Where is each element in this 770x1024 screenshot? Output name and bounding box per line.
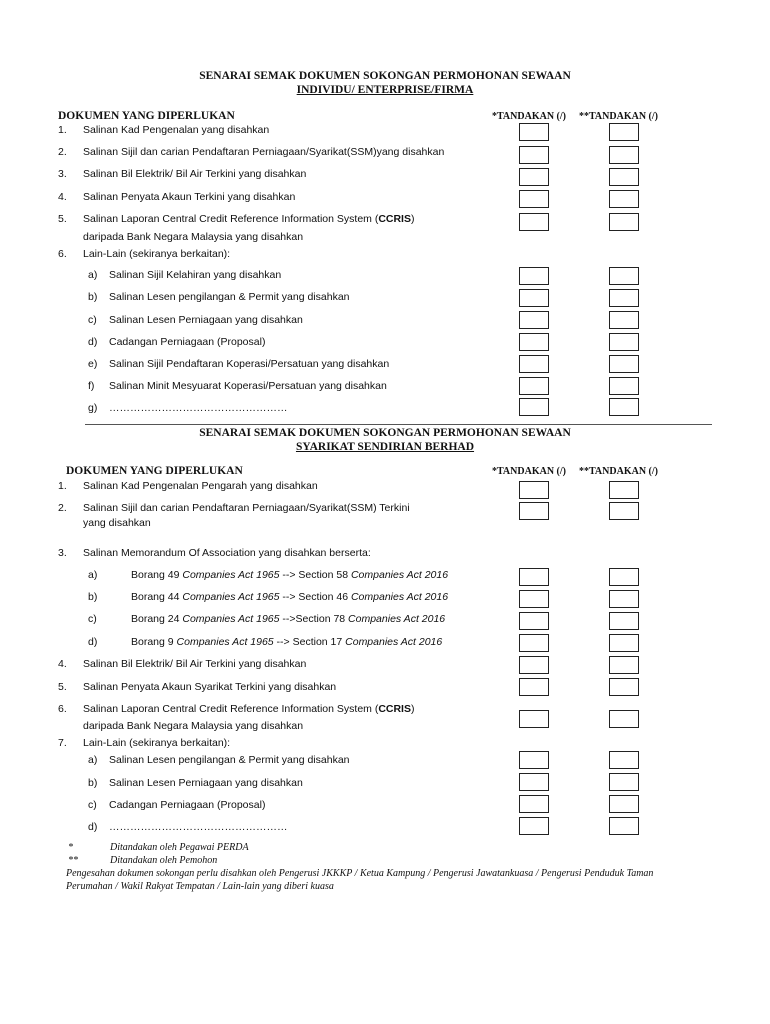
s1-sub-letter: e) xyxy=(88,358,98,370)
officer-checkbox[interactable] xyxy=(519,481,549,499)
applicant-checkbox[interactable] xyxy=(609,590,639,608)
applicant-checkbox[interactable] xyxy=(609,612,639,630)
applicant-checkbox[interactable] xyxy=(609,190,639,208)
officer-checkbox[interactable] xyxy=(519,568,549,586)
section2-subtitle: SYARIKAT SENDIRIAN BERHAD xyxy=(295,441,475,453)
s2-item-text: Salinan Sijil dan carian Pendaftaran Perniagaan/Syarikat(SSM) Terkini xyxy=(83,502,410,514)
officer-checkbox[interactable] xyxy=(519,146,549,164)
s1-item-text-cont: daripada Bank Negara Malaysia yang disahkan xyxy=(83,231,304,243)
s2-sub-letter: b) xyxy=(88,777,98,789)
section1-col-applicant: **TANDAKAN (/) xyxy=(579,111,658,122)
applicant-checkbox[interactable] xyxy=(609,678,639,696)
s2-sub-text: Salinan Lesen Perniagaan yang disahkan xyxy=(109,777,303,789)
s2-item-number: 5. xyxy=(58,681,67,693)
s2-item-number: 7. xyxy=(58,737,67,749)
s2-item-text-cont: yang disahkan xyxy=(83,517,151,529)
applicant-checkbox[interactable] xyxy=(609,817,639,835)
note-marker: * xyxy=(68,842,73,853)
section1-title: SENARAI SEMAK DOKUMEN SOKONGAN PERMOHONAN SEWAAN xyxy=(199,70,571,82)
applicant-checkbox[interactable] xyxy=(609,656,639,674)
section1-subtitle: INDIVIDU/ ENTERPRISE/FIRMA xyxy=(296,84,474,96)
officer-checkbox[interactable] xyxy=(519,751,549,769)
s2-sub-letter: a) xyxy=(88,754,98,766)
officer-checkbox[interactable] xyxy=(519,710,549,728)
s2-sub-text: …………………………………………… xyxy=(109,821,288,833)
s1-item-text: Salinan Laporan Central Credit Reference Information System (CCRIS) xyxy=(83,213,415,225)
s2-sub-text: Cadangan Perniagaan (Proposal) xyxy=(109,799,266,811)
section2-col-applicant: **TANDAKAN (/) xyxy=(579,466,658,477)
s2-item-number: 4. xyxy=(58,658,67,670)
s1-sub-text: Salinan Lesen pengilangan & Permit yang disahkan xyxy=(109,291,350,303)
section-divider xyxy=(85,424,712,425)
s1-item-text: Salinan Bil Elektrik/ Bil Air Terkini yang disahkan xyxy=(83,168,307,180)
s2-item-text: Lain-Lain (sekiranya berkaitan): xyxy=(83,737,231,749)
section2-header: DOKUMEN YANG DIPERLUKAN xyxy=(66,465,243,477)
applicant-checkbox[interactable] xyxy=(609,355,639,373)
borang-letter: b) xyxy=(88,591,98,603)
s2-item-text: Salinan Penyata Akaun Syarikat Terkini yang disahkan xyxy=(83,681,337,693)
applicant-checkbox[interactable] xyxy=(609,481,639,499)
officer-checkbox[interactable] xyxy=(519,590,549,608)
applicant-checkbox[interactable] xyxy=(609,751,639,769)
applicant-checkbox[interactable] xyxy=(609,213,639,231)
applicant-checkbox[interactable] xyxy=(609,710,639,728)
s1-sub-text: Salinan Sijil Kelahiran yang disahkan xyxy=(109,269,282,281)
applicant-checkbox[interactable] xyxy=(609,146,639,164)
officer-checkbox[interactable] xyxy=(519,612,549,630)
applicant-checkbox[interactable] xyxy=(609,168,639,186)
s1-item-number: 3. xyxy=(58,168,67,180)
s2-item-number: 6. xyxy=(58,703,67,715)
s2-item-number: 1. xyxy=(58,480,67,492)
section1-header: DOKUMEN YANG DIPERLUKAN xyxy=(58,110,235,122)
officer-checkbox[interactable] xyxy=(519,289,549,307)
officer-checkbox[interactable] xyxy=(519,311,549,329)
officer-checkbox[interactable] xyxy=(519,795,549,813)
s1-item-text: Salinan Kad Pengenalan yang disahkan xyxy=(83,124,270,136)
borang-letter: a) xyxy=(88,569,98,581)
s2-sub-letter: d) xyxy=(88,821,98,833)
applicant-checkbox[interactable] xyxy=(609,123,639,141)
s2-item-text: Salinan Laporan Central Credit Reference Information System (CCRIS) xyxy=(83,703,415,715)
s1-sub-text: Salinan Sijil Pendaftaran Koperasi/Persatuan yang disahkan xyxy=(109,358,390,370)
section2-title: SENARAI SEMAK DOKUMEN SOKONGAN PERMOHONAN SEWAAN xyxy=(199,427,571,439)
officer-checkbox[interactable] xyxy=(519,190,549,208)
section1-col-officer: *TANDAKAN (/) xyxy=(492,111,566,122)
s1-sub-letter: f) xyxy=(88,380,95,392)
s1-item-number: 2. xyxy=(58,146,67,158)
s2-item-text: Salinan Kad Pengenalan Pengarah yang disahkan xyxy=(83,480,318,492)
applicant-checkbox[interactable] xyxy=(609,634,639,652)
borang-text: Borang 44 Companies Act 1965 --> Section 46 Companies Act 2016 xyxy=(131,591,449,603)
s2-sub-letter: c) xyxy=(88,799,97,811)
borang-letter: c) xyxy=(88,613,97,625)
s1-sub-text: Cadangan Perniagaan (Proposal) xyxy=(109,336,266,348)
s1-sub-letter: c) xyxy=(88,314,97,326)
applicant-checkbox[interactable] xyxy=(609,795,639,813)
applicant-checkbox[interactable] xyxy=(609,289,639,307)
note-verification-line1: Pengesahan dokumen sokongan perlu disahkan oleh Pengerusi JKKKP / Ketua Kampung / Pengerusi Jawatankuasa / Pengerusi Penduduk Taman xyxy=(66,868,654,879)
officer-checkbox[interactable] xyxy=(519,123,549,141)
s1-sub-letter: b) xyxy=(88,291,98,303)
s1-sub-letter: a) xyxy=(88,269,98,281)
s1-item-text: Lain-Lain (sekiranya berkaitan): xyxy=(83,248,231,260)
s2-item-text-cont: daripada Bank Negara Malaysia yang disahkan xyxy=(83,720,304,732)
s1-item-number: 1. xyxy=(58,124,67,136)
s1-sub-text: …………………………………………… xyxy=(109,402,288,414)
s2-item-text: Salinan Memorandum Of Association yang disahkan berserta: xyxy=(83,547,371,559)
section2-col-officer: *TANDAKAN (/) xyxy=(492,466,566,477)
officer-checkbox[interactable] xyxy=(519,267,549,285)
borang-text: Borang 24 Companies Act 1965 -->Section 78 Companies Act 2016 xyxy=(131,613,446,625)
applicant-checkbox[interactable] xyxy=(609,773,639,791)
officer-checkbox[interactable] xyxy=(519,377,549,395)
applicant-checkbox[interactable] xyxy=(609,568,639,586)
officer-checkbox[interactable] xyxy=(519,355,549,373)
s1-sub-letter: g) xyxy=(88,402,98,414)
s1-item-text: Salinan Penyata Akaun Terkini yang disahkan xyxy=(83,191,296,203)
s1-sub-letter: d) xyxy=(88,336,98,348)
applicant-checkbox[interactable] xyxy=(609,398,639,416)
officer-checkbox[interactable] xyxy=(519,634,549,652)
borang-text: Borang 49 Companies Act 1965 --> Section 58 Companies Act 2016 xyxy=(131,569,449,581)
s1-item-number: 4. xyxy=(58,191,67,203)
s1-item-number: 6. xyxy=(58,248,67,260)
s1-sub-text: Salinan Lesen Perniagaan yang disahkan xyxy=(109,314,303,326)
officer-checkbox[interactable] xyxy=(519,656,549,674)
officer-checkbox[interactable] xyxy=(519,398,549,416)
s2-item-text: Salinan Bil Elektrik/ Bil Air Terkini yang disahkan xyxy=(83,658,307,670)
s1-item-number: 5. xyxy=(58,213,67,225)
officer-checkbox[interactable] xyxy=(519,817,549,835)
note-marker: ** xyxy=(68,855,78,866)
officer-checkbox[interactable] xyxy=(519,678,549,696)
note-verification-line2: Perumahan / Wakil Rakyat Tempatan / Lain-lain yang diberi kuasa xyxy=(66,881,334,892)
officer-checkbox[interactable] xyxy=(519,502,549,520)
officer-checkbox[interactable] xyxy=(519,168,549,186)
applicant-checkbox[interactable] xyxy=(609,333,639,351)
s1-sub-text: Salinan Minit Mesyuarat Koperasi/Persatuan yang disahkan xyxy=(109,380,387,392)
s2-item-number: 3. xyxy=(58,547,67,559)
s2-sub-text: Salinan Lesen pengilangan & Permit yang disahkan xyxy=(109,754,350,766)
officer-checkbox[interactable] xyxy=(519,773,549,791)
s1-item-text: Salinan Sijil dan carian Pendaftaran Perniagaan/Syarikat(SSM)yang disahkan xyxy=(83,146,445,158)
applicant-checkbox[interactable] xyxy=(609,502,639,520)
borang-text: Borang 9 Companies Act 1965 --> Section 17 Companies Act 2016 xyxy=(131,636,443,648)
officer-checkbox[interactable] xyxy=(519,333,549,351)
note-applicant: Ditandakan oleh Pemohon xyxy=(110,855,218,866)
applicant-checkbox[interactable] xyxy=(609,377,639,395)
applicant-checkbox[interactable] xyxy=(609,267,639,285)
applicant-checkbox[interactable] xyxy=(609,311,639,329)
officer-checkbox[interactable] xyxy=(519,213,549,231)
borang-letter: d) xyxy=(88,636,98,648)
s2-item-number: 2. xyxy=(58,502,67,514)
note-officer: Ditandakan oleh Pegawai PERDA xyxy=(110,842,249,853)
